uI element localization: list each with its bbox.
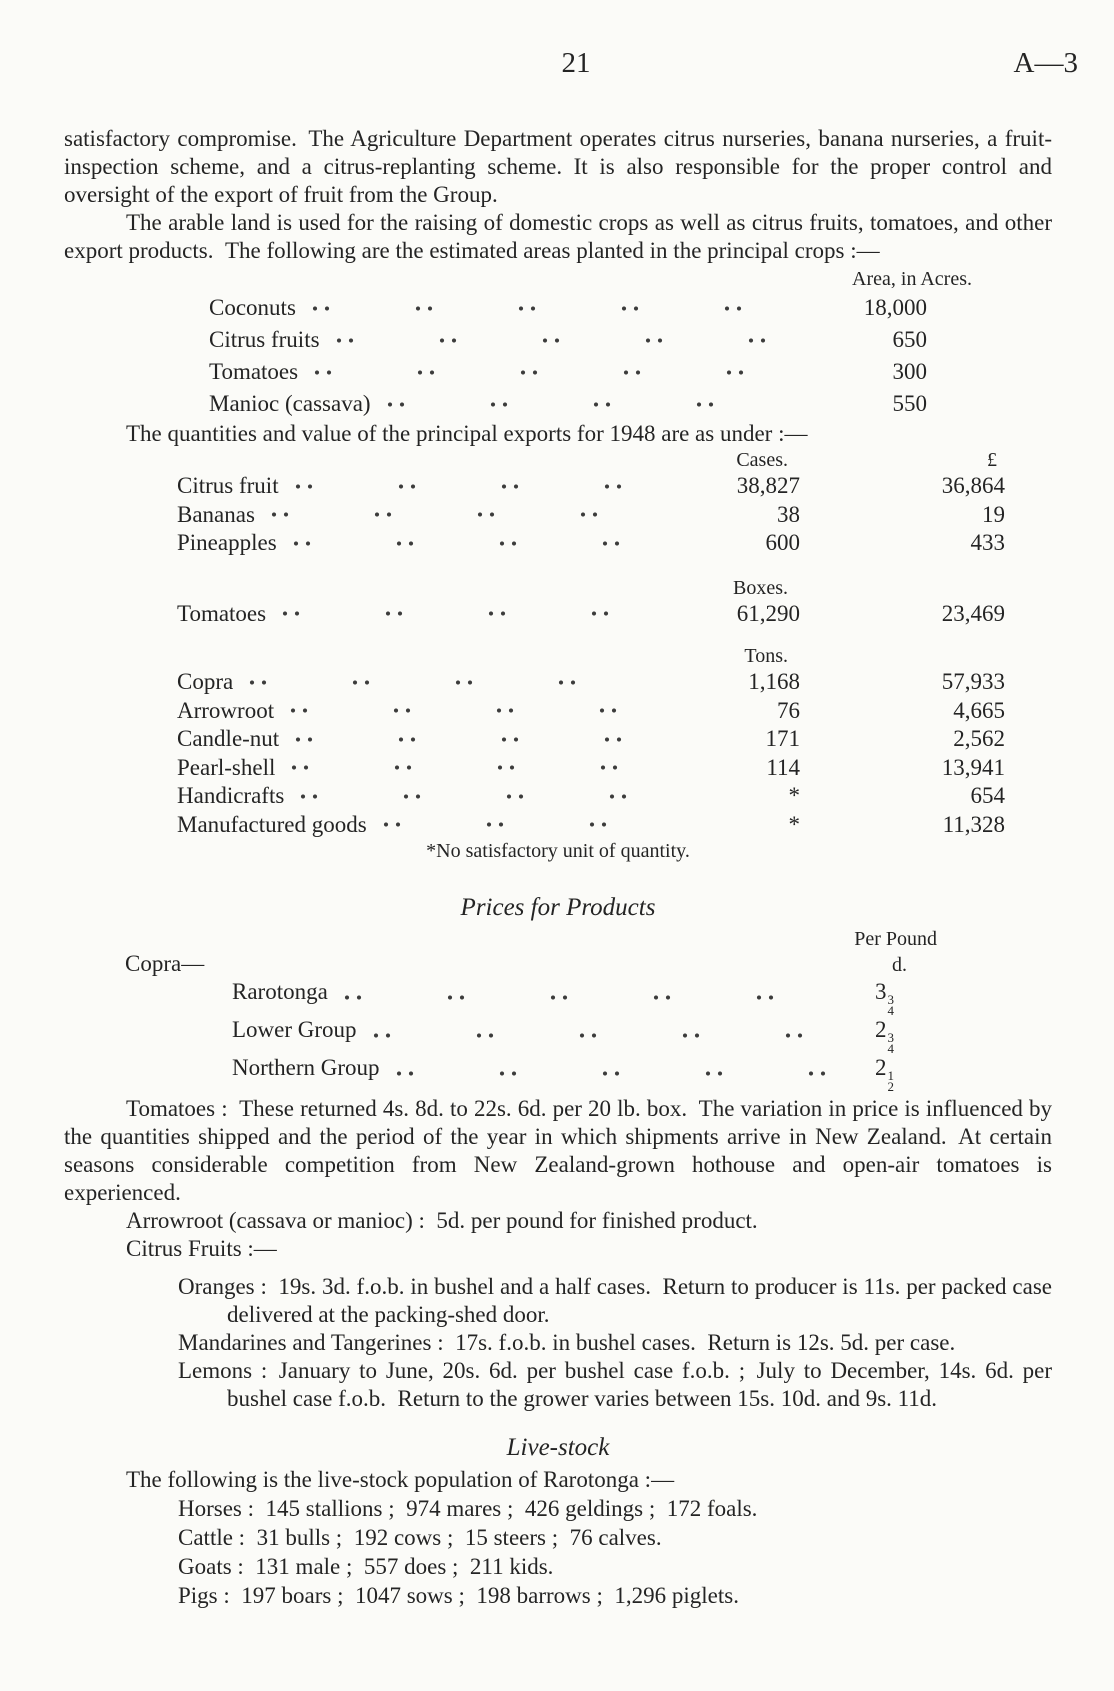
para-arrowroot-price: Arrowroot (cassava or manioc) : 5d. per pound for finished product. [126, 1208, 758, 1233]
dot-leader [344, 994, 857, 1001]
dot-leader [396, 1070, 857, 1077]
exports-column-headers [177, 448, 1005, 472]
export-value: 19 [982, 501, 1005, 527]
dot-leader [282, 610, 652, 617]
livestock-item-pigs: Pigs : 197 boars ; 1047 sows ; 198 barrows ; 1,296 piglets. [178, 1583, 739, 1608]
fraction-denominator: 4 [887, 1003, 894, 1018]
export-row-pearl-shell [177, 754, 1005, 783]
dot-leader [314, 369, 779, 376]
export-quantity: 76 [777, 697, 800, 723]
spacer [792, 644, 1005, 668]
dot-leader [336, 337, 779, 344]
area-row-manioc [209, 388, 972, 420]
para-arable-land: The arable land is used for the raising of domestic crops as well as citrus fruits, tomatoes, and other export products. The following are the estimated areas planted in the principal crops :— [64, 210, 1052, 263]
area-value: 18,000 [863, 295, 927, 320]
export-row-bananas [177, 501, 1005, 530]
livestock-item-goats: Goats : 131 male ; 557 does ; 211 kids. [178, 1554, 554, 1579]
dot-leader [293, 540, 652, 547]
pound-column-header: £ [987, 449, 997, 471]
export-label: Bananas [177, 501, 255, 527]
export-value: 23,469 [941, 600, 1005, 626]
table-footnote: *No satisfactory unit of quantity. [426, 840, 690, 862]
unit-header-boxes [177, 576, 1005, 600]
export-quantity: * [788, 783, 800, 808]
export-label: Arrowroot [177, 697, 275, 723]
fraction-denominator: 2 [887, 1079, 894, 1094]
export-value: 36,864 [941, 473, 1005, 498]
export-quantity: 38,827 [736, 473, 800, 498]
livestock-item-cattle: Cattle : 31 bulls ; 192 cows ; 15 steers ; 76 calves. [178, 1525, 662, 1550]
export-row-arrowroot [177, 697, 1005, 726]
copra-price-table [232, 978, 1027, 1092]
livestock-list [64, 1494, 1052, 1610]
export-quantity: 38 [777, 501, 800, 527]
region-label: Rarotonga [232, 979, 328, 1004]
export-label: Citrus fruit [177, 473, 279, 498]
export-quantity: 114 [766, 754, 800, 780]
livestock-intro: The following is the live-stock population of Rarotonga :— [126, 1467, 675, 1492]
boxes-label: Boxes. [733, 576, 788, 599]
dot-leader [291, 764, 652, 771]
export-label: Manufactured goods [177, 811, 367, 837]
page-header [64, 47, 1078, 79]
export-quantity: 1,168 [748, 669, 800, 694]
cases-column-header: Cases. [736, 449, 788, 471]
livestock-section-heading: Live-stock [506, 1434, 610, 1461]
export-value: 2,562 [953, 726, 1005, 751]
dot-leader [271, 511, 652, 518]
export-quantity: * [788, 811, 800, 837]
price-fraction [888, 994, 895, 1016]
export-value: 11,328 [942, 811, 1005, 837]
dot-leader [290, 707, 652, 714]
dot-leader [312, 305, 779, 312]
citrus-item-oranges: Oranges : 19s. 3d. f.o.b. in bushel and a half cases. Return to producer is 11s. per packed case delivered at the packing-shed door. [178, 1274, 1052, 1327]
price-whole: 2 [875, 1055, 887, 1080]
export-row-tomatoes [177, 600, 1005, 629]
para-tomatoes-prices: Tomatoes : These returned 4s. 8d. to 22s. 6d. per 20 lb. box. The variation in price is influenced by the quantities shipped and the period of the year in which shipments arrive in New Zealand. At certain seasons considerable competition from New Zealand-grown hothouse and open-air tomatoes is experienced. [64, 1096, 1052, 1205]
pence-unit-label: d. [892, 954, 907, 976]
area-row-citrus-fruits [209, 324, 972, 356]
crop-label: Tomatoes [209, 359, 299, 384]
per-pound-header: Per Pound [854, 928, 937, 950]
export-value: 4,665 [953, 697, 1005, 723]
price-fraction [888, 1032, 895, 1054]
copra-group-line [64, 951, 1052, 978]
price-whole: 3 [875, 979, 887, 1004]
area-table-header: Area, in Acres. [852, 268, 972, 290]
dot-leader [249, 679, 652, 686]
livestock-item-horses: Horses : 145 stallions ; 974 mares ; 426 geldings ; 172 foals. [178, 1496, 758, 1521]
region-label: Lower Group [232, 1017, 357, 1042]
price-row-northern-group [232, 1054, 1027, 1092]
fraction-numerator: 1 [887, 1068, 894, 1083]
dot-leader [300, 793, 652, 800]
citrus-item-lemons: Lemons : January to June, 20s. 6d. per bushel case f.o.b. ; July to December, 14s. 6d. per bushel case f.o.b. Return to the grower varies between 15s. 10d. and 9s. 11d. [178, 1358, 1052, 1411]
dot-leader [373, 1032, 857, 1039]
area-planted-table [209, 266, 972, 420]
fraction-numerator: 3 [887, 992, 894, 1007]
export-quantity: 61,290 [736, 600, 800, 626]
copra-group-label: Copra— [125, 951, 205, 976]
dot-leader [295, 736, 652, 743]
price-row-lower-group [232, 1016, 1027, 1054]
export-quantity: 171 [765, 726, 800, 751]
region-label: Northern Group [232, 1055, 380, 1080]
area-value: 300 [892, 359, 927, 384]
exports-intro: The quantities and value of the principal exports for 1948 are as under :— [126, 421, 808, 446]
export-row-manufactured-goods [177, 811, 1005, 840]
crop-label: Manioc (cassava) [209, 391, 371, 416]
citrus-item-mandarines: Mandarines and Tangerines : 17s. f.o.b. in bushel cases. Return is 12s. 5d. per case. [178, 1330, 956, 1355]
export-quantity: 600 [765, 530, 800, 555]
exports-table [177, 448, 1005, 839]
export-row-handicrafts [177, 782, 1005, 811]
dot-leader [383, 821, 652, 828]
export-label: Copra [177, 669, 234, 694]
area-row-coconuts [209, 292, 972, 324]
citrus-fruits-heading: Citrus Fruits :— [126, 1236, 277, 1261]
prices-section-heading: Prices for Products [460, 894, 656, 921]
area-row-tomatoes [209, 356, 972, 388]
crop-label: Citrus fruits [209, 327, 320, 352]
price-value [875, 978, 1027, 1016]
crop-label: Coconuts [209, 295, 296, 320]
export-value: 654 [970, 783, 1005, 808]
export-value: 433 [970, 530, 1005, 555]
export-label: Tomatoes [177, 600, 267, 626]
export-row-pineapples [177, 529, 1005, 558]
price-fraction [888, 1070, 895, 1092]
price-whole: 2 [875, 1017, 887, 1042]
export-label: Handicrafts [177, 783, 285, 808]
dot-leader [295, 483, 652, 490]
para-compromise: satisfactory compromise. The Agriculture Department operates citrus nurseries, banana nurseries, a fruit-inspection scheme, and a citrus-replanting scheme. It is also responsible for the proper control and oversight of the export of fruit from the Group. [64, 126, 1052, 207]
export-row-citrus-fruit [177, 472, 1005, 501]
price-value [875, 1054, 1027, 1092]
fraction-denominator: 4 [887, 1041, 894, 1056]
area-value: 550 [892, 391, 927, 416]
export-value: 57,933 [941, 669, 1005, 694]
price-row-rarotonga [232, 978, 1027, 1016]
spacer [177, 644, 658, 668]
export-label: Pearl-shell [177, 754, 276, 780]
dot-leader [387, 401, 779, 408]
export-row-candle-nut [177, 725, 1005, 754]
price-value [875, 1016, 1027, 1054]
export-label: Pineapples [177, 530, 277, 555]
export-row-copra [177, 668, 1005, 697]
fraction-numerator: 3 [887, 1030, 894, 1045]
page-number: 21 [561, 47, 591, 79]
document-reference: A—3 [1013, 47, 1078, 79]
spacer [177, 448, 658, 472]
export-value: 13,941 [941, 754, 1005, 780]
spacer [177, 576, 658, 600]
unit-header-tons [177, 644, 1005, 668]
spacer [792, 576, 1005, 600]
citrus-price-list [64, 1273, 1052, 1413]
tons-label: Tons. [744, 645, 788, 667]
area-value: 650 [892, 327, 927, 352]
export-label: Candle-nut [177, 726, 280, 751]
